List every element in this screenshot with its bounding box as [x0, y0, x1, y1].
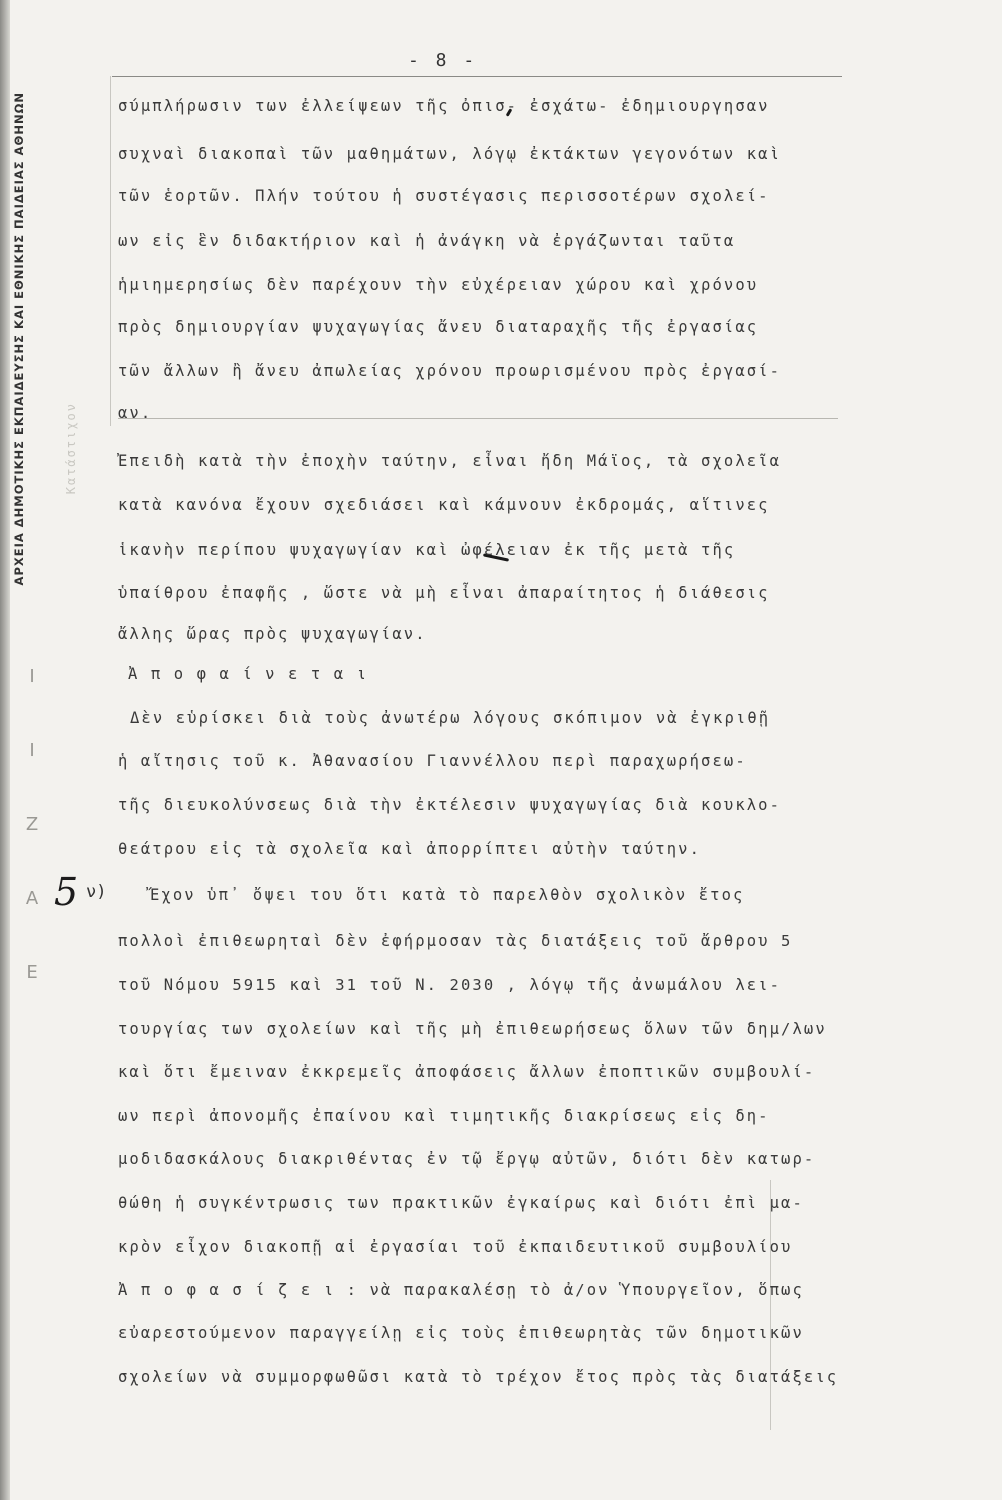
text-line-20: πολλοὶ ἐπιθεωρηταὶ δὲν ἐφήρμοσαν τὰς διατάξεις τοῦ ἄρθρου 5: [118, 932, 793, 950]
text-line-2: συχναὶ διακοπαὶ τῶν μαθημάτων, λόγῳ ἐκτάκτων γεγονότων καὶ: [118, 145, 782, 163]
margin-handwritten-number: 5: [54, 870, 79, 914]
text-line-30: σχολείων νὰ συμμορφωθῶσι κατὰ τὸ τρέχον ἔτος πρὸς τὰς διατάξεις: [118, 1368, 839, 1386]
archive-stamp-text: ΑΡΧΕΙΑ ΔΗΜΟΤΙΚΗΣ ΕΚΠΑΙΔΕΥΣΗΣ ΚΑΙ ΕΘΝΙΚΗΣ ΠΑΙΔΕΙΑΣ ΑΘΗΝΩΝ: [12, 92, 26, 586]
top-rule: [112, 76, 842, 77]
section-rule: [118, 418, 838, 419]
margin-letter: Ε: [26, 962, 38, 983]
text-line-5: ἡμιημερησίως δὲν παρέχουν τὴν εὐχέρειαν χώρου καὶ χρόνου: [118, 276, 759, 294]
text-line-10: κατὰ κανόνα ἔχουν σχεδιάσει καὶ κάμνουν ἐκδρομάς, αἵτινες: [118, 496, 770, 514]
margin-guide-line: [110, 76, 111, 426]
text-line-23: καὶ ὅτι ἔμειναν ἐκκρεμεῖς ἀποφάσεις ἄλλων ἐποπτικῶν συμβουλί-: [118, 1063, 816, 1081]
text-line-15: Δὲν εὑρίσκει διὰ τοὺς ἀνωτέρω λόγους σκόπιμον νὰ ἐγκριθῇ: [130, 709, 771, 727]
text-line-21: τοῦ Νόμου 5915 καὶ 31 τοῦ Ν. 2030 , λόγῳ τῆς ἀνωμάλου λει-: [118, 976, 782, 994]
text-line-7: τῶν ἄλλων ἢ ἄνευ ἀπωλείας χρόνου προωρισμένου πρὸς ἐργασί-: [118, 362, 782, 380]
text-line-12: ὑπαίθρου ἐπαφῆς , ὥστε νὰ μὴ εἶναι ἀπαραίτητος ἡ διάθεσις: [118, 584, 770, 602]
text-line-16: ἡ αἴτησις τοῦ κ. Ἀθανασίου Γιαννέλλου περὶ παραχωρήσεω-: [118, 752, 747, 770]
text-line-28: Ἀ π ο φ α σ ί ζ ε ι : νὰ παρακαλέσῃ τὸ ἀ/ον Ὑπουργεῖον, ὅπως: [118, 1281, 804, 1299]
margin-note-paren: ν): [86, 882, 107, 902]
page-number: - 8 -: [408, 50, 478, 71]
text-line-27: κρὸν εἶχον διακοπῇ αἱ ἐργασίαι τοῦ ἐκπαιδευτικοῦ συμβουλίου: [118, 1238, 793, 1256]
text-line-8: αν.: [118, 404, 153, 422]
margin-letters: [20, 640, 44, 1010]
text-line-19: Ἔχον ὑπ᾽ ὄψει του ὅτι κατὰ τὸ παρελθὸν σχολικὸν ἔτος: [150, 886, 745, 904]
text-line-17: τῆς διευκολύνσεως διὰ τὴν ἐκτέλεσιν ψυχαγωγίας διὰ κουκλο-: [118, 796, 782, 814]
archive-faint-text: Κατάστιχον: [64, 402, 78, 495]
text-line-22: τουργίας των σχολείων καὶ τῆς μὴ ἐπιθεωρήσεως ὅλων τῶν δημ/λων: [118, 1020, 827, 1038]
margin-letter: Α: [25, 888, 39, 909]
text-line-9: Ἐπειδὴ κατὰ τὴν ἐποχὴν ταύτην, εἶναι ἤδη Μάϊος, τὰ σχολεῖα: [118, 452, 782, 470]
decision-heading: Ἀ π ο φ α ί ν ε τ α ι: [128, 665, 369, 683]
text-line-25: μοδιδασκάλους διακριθέντας ἐν τῷ ἔργῳ αὐτῶν, διότι δὲν κατωρ-: [118, 1150, 816, 1168]
crease-line: [770, 1180, 771, 1430]
text-line-1: σύμπλήρωσιν των ἐλλείψεων τῆς ὀπισ- ἐσχάτω- ἐδημιουργησαν: [118, 97, 770, 115]
text-line-4: ων εἰς ἓν διδακτήριον καὶ ἡ ἀνάγκη νὰ ἐργάζωνται ταῦτα: [118, 232, 736, 250]
text-line-24: ων περὶ ἀπονομῆς ἐπαίνου καὶ τιμητικῆς διακρίσεως εἰς δη-: [118, 1107, 770, 1125]
margin-letter: Ι: [29, 740, 35, 761]
text-line-11: ἱκανὴν περίπου ψυχαγωγίαν καὶ ὠφέλειαν ἐκ τῆς μετὰ τῆς: [118, 541, 736, 559]
margin-letter: Ι: [29, 666, 35, 687]
text-line-26: θώθη ἡ συγκέντρωσις των πρακτικῶν ἐγκαίρως καὶ διότι ἐπὶ μα-: [118, 1194, 804, 1212]
text-line-3: τῶν ἑορτῶν. Πλήν τούτου ἡ συστέγασις περισσοτέρων σχολεί-: [118, 187, 770, 205]
text-line-29: εὐαρεστούμενον παραγγείλῃ εἰς τοὺς ἐπιθεωρητὰς τῶν δημοτικῶν: [118, 1324, 804, 1342]
text-line-6: πρὸς δημιουργίαν ψυχαγωγίας ἄνευ διαταραχῆς τῆς ἐργασίας: [118, 318, 759, 336]
text-line-13: ἄλλης ὥρας πρὸς ψυχαγωγίαν.: [118, 625, 427, 643]
margin-letter: Ζ: [25, 814, 39, 835]
text-line-18: θεάτρου εἰς τὰ σχολεῖα καὶ ἀπορρίπτει αὐτὴν ταύτην.: [118, 840, 702, 858]
